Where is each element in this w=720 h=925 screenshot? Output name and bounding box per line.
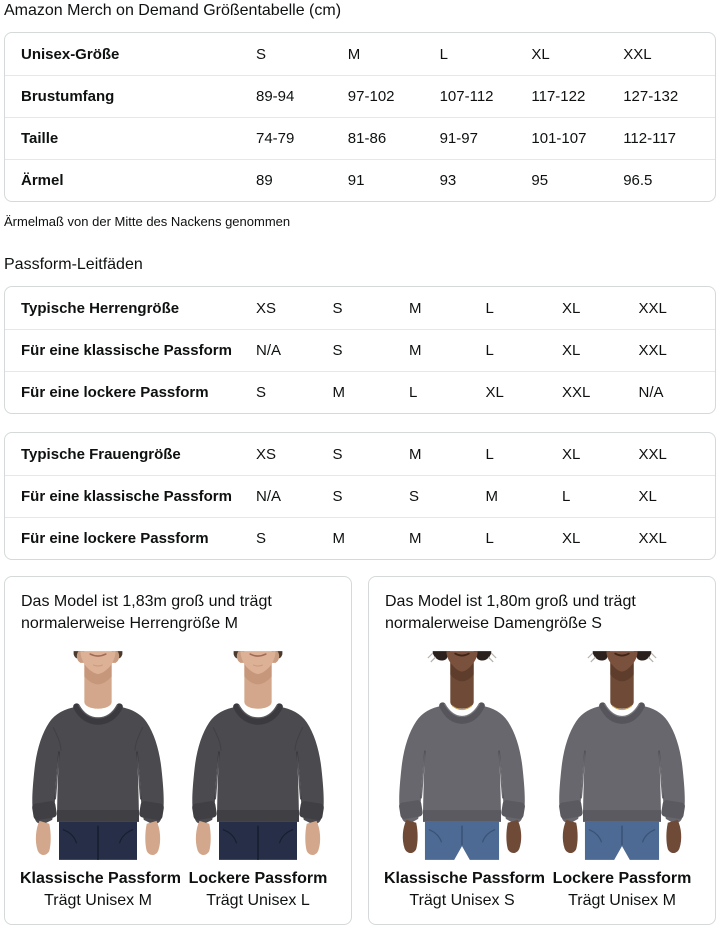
table-cell: 93 — [439, 172, 457, 189]
table-cell: L — [409, 384, 418, 401]
female-model-photo-loose-fit — [544, 651, 700, 860]
table-cell: 112-117 — [623, 130, 677, 147]
page-title: Amazon Merch on Demand Größentabelle (cm) — [4, 2, 342, 19]
table-cell: L — [485, 299, 494, 317]
table-row — [5, 75, 715, 117]
size-label: Trägt Unisex M — [44, 892, 152, 909]
fit-guides-heading: Passform-Leitfäden — [4, 256, 143, 273]
table-cell: S — [409, 488, 420, 505]
model-card-heading: Das Model ist 1,83m groß und trägt normalerweise Herrengröße M — [21, 593, 272, 632]
table-cell: 74-79 — [256, 130, 295, 147]
table-cell: S — [332, 488, 343, 505]
table-cell: XXL — [638, 342, 667, 359]
row-label: Typische Frauengröße — [21, 445, 181, 463]
table-cell: 97-102 — [347, 88, 395, 105]
table-cell: 89 — [256, 172, 273, 189]
womens-fit-guide-table — [4, 432, 716, 560]
table-cell: 127-132 — [623, 88, 679, 105]
table-cell: M — [409, 445, 422, 463]
size-label: Trägt Unisex M — [568, 892, 676, 909]
table-cell: M — [347, 45, 361, 63]
photos-row — [381, 651, 703, 912]
table-cell: M — [409, 342, 422, 359]
table-cell: XS — [256, 445, 277, 463]
male-model-photo-loose-fit — [180, 651, 336, 860]
table-cell: 81-86 — [347, 130, 387, 147]
table-row — [5, 33, 715, 75]
table-row — [5, 117, 715, 159]
table-cell: 107-112 — [439, 88, 494, 105]
photo-column-classic-fit — [20, 651, 181, 912]
sleeve-measure-note: Ärmelmaß von der Mitte des Nackens genommen — [4, 214, 291, 229]
row-label: Ärmel — [21, 172, 64, 189]
womens-model-card — [368, 576, 716, 925]
table-cell: L — [485, 445, 494, 463]
table-cell: 95 — [531, 172, 549, 189]
table-row — [5, 159, 715, 201]
photo-column-classic-fit — [384, 651, 545, 912]
model-card-heading: Das Model ist 1,80m groß und trägt normalerweise Damengröße S — [385, 593, 636, 632]
table-row — [5, 371, 715, 413]
size-label: Trägt Unisex L — [206, 892, 310, 909]
table-row — [5, 517, 715, 559]
male-model-photo-classic-fit — [20, 651, 176, 860]
table-cell: L — [562, 488, 571, 505]
table-cell: 101-107 — [531, 130, 587, 147]
table-cell: XS — [256, 299, 277, 317]
row-label: Für eine klassische Passform — [21, 488, 232, 505]
photo-column-loose-fit — [180, 651, 336, 912]
table-cell: XXL — [623, 45, 652, 63]
table-cell: XL — [638, 488, 657, 505]
table-row — [5, 329, 715, 371]
table-cell: M — [332, 384, 345, 401]
row-label: Für eine klassische Passform — [21, 342, 232, 359]
table-cell: L — [439, 45, 448, 63]
row-label: Taille — [21, 130, 59, 147]
table-cell: M — [485, 488, 498, 505]
row-label: Brustumfang — [21, 88, 115, 105]
table-cell: XL — [562, 530, 581, 547]
model-cards-row — [4, 576, 716, 925]
fit-label: Lockere Passform — [188, 870, 328, 887]
table-cell: S — [256, 530, 267, 547]
table-cell: XXL — [638, 445, 667, 463]
table-cell: S — [256, 384, 267, 401]
table-cell: XXL — [562, 384, 591, 401]
table-cell: S — [332, 299, 343, 317]
female-model-photo-classic-fit — [384, 651, 540, 860]
mens-fit-guide-table — [4, 286, 716, 414]
table-cell: M — [409, 530, 422, 547]
row-label: Für eine lockere Passform — [21, 384, 209, 401]
table-cell: XL — [562, 299, 581, 317]
table-row — [5, 475, 715, 517]
table-cell: XL — [531, 45, 550, 63]
table-cell: N/A — [256, 488, 282, 505]
photo-column-loose-fit — [544, 651, 700, 912]
table-cell: 89-94 — [256, 88, 295, 105]
fit-label: Klassische Passform — [384, 870, 545, 887]
table-cell: M — [409, 299, 422, 317]
row-label: Für eine lockere Passform — [21, 530, 209, 547]
row-label: Typische Herrengröße — [21, 299, 180, 317]
table-cell: 91 — [347, 172, 365, 189]
table-cell: 91-97 — [439, 130, 478, 147]
unisex-size-table — [4, 32, 716, 202]
table-cell: S — [256, 45, 267, 63]
table-cell: XXL — [638, 530, 667, 547]
table-row — [5, 287, 715, 329]
photos-row — [17, 651, 339, 912]
table-cell: 96.5 — [623, 172, 653, 189]
table-cell: N/A — [256, 342, 282, 359]
table-cell: L — [485, 530, 494, 547]
table-cell: M — [332, 530, 345, 547]
table-cell: S — [332, 342, 343, 359]
table-row — [5, 433, 715, 475]
table-cell: XL — [562, 342, 581, 359]
table-cell: L — [485, 342, 494, 359]
row-label: Unisex-Größe — [21, 45, 120, 63]
fit-label: Klassische Passform — [20, 870, 181, 887]
table-cell: 117-122 — [531, 88, 586, 105]
mens-model-card — [4, 576, 352, 925]
table-cell: N/A — [638, 384, 664, 401]
table-cell: S — [332, 445, 343, 463]
fit-label: Lockere Passform — [552, 870, 692, 887]
table-cell: XL — [485, 384, 504, 401]
table-cell: XXL — [638, 299, 667, 317]
table-cell: XL — [562, 445, 581, 463]
size-label: Trägt Unisex S — [409, 892, 515, 909]
